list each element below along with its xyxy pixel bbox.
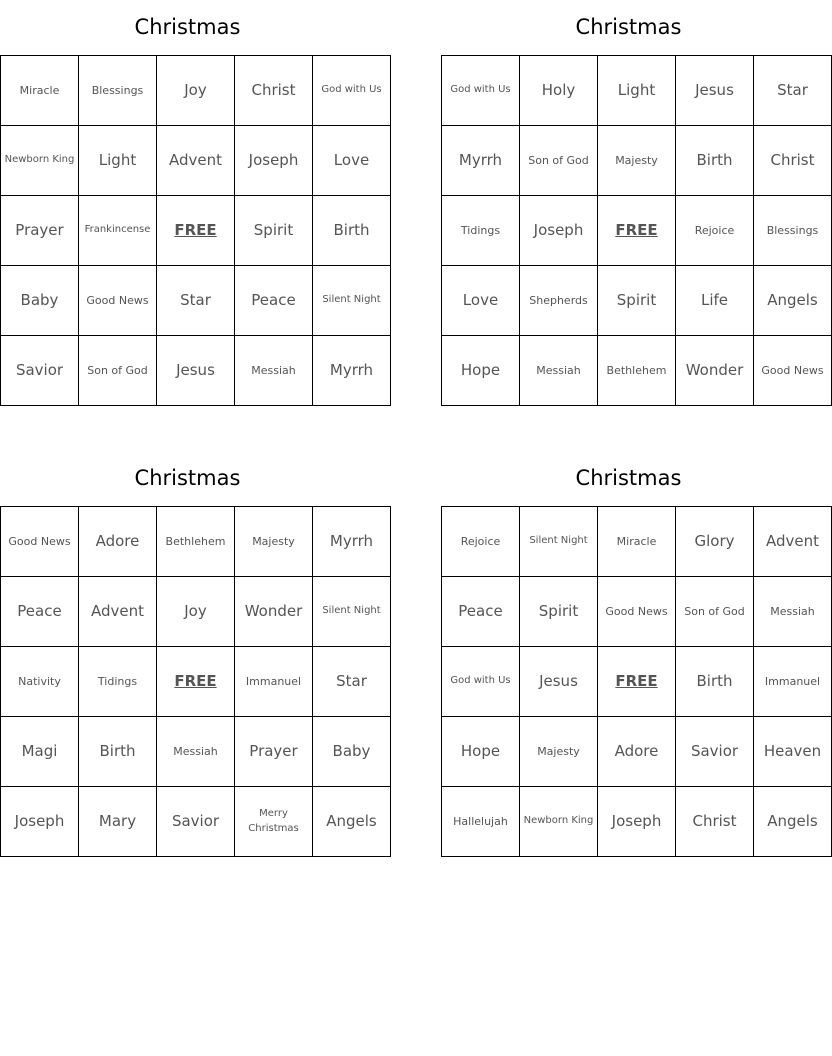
bingo-cell: Rejoice — [676, 196, 754, 266]
bingo-cell: Joseph — [598, 787, 676, 857]
bingo-cell: Savior — [676, 717, 754, 787]
bingo-cell: Messiah — [235, 336, 313, 406]
bingo-cell: Blessings — [754, 196, 832, 266]
bingo-row — [442, 577, 832, 647]
free-space: FREE — [157, 196, 235, 266]
bingo-cell: Birth — [676, 126, 754, 196]
bingo-cell: Myrrh — [313, 336, 391, 406]
bingo-cell: Myrrh — [313, 507, 391, 577]
bingo-cell: Star — [157, 266, 235, 336]
bingo-cell: Wonder — [235, 577, 313, 647]
bingo-cell: Majesty — [235, 507, 313, 577]
bingo-grid — [441, 506, 832, 857]
bingo-cell: Messiah — [157, 717, 235, 787]
bingo-row — [1, 266, 391, 336]
bingo-cell: Savior — [157, 787, 235, 857]
bingo-cell: Christ — [235, 56, 313, 126]
bingo-cell: Peace — [235, 266, 313, 336]
bingo-cell: Joseph — [1, 787, 79, 857]
bingo-cell: Messiah — [520, 336, 598, 406]
bingo-cell: Birth — [313, 196, 391, 266]
bingo-cell: Newborn King — [520, 787, 598, 857]
bingo-cell: Advent — [79, 577, 157, 647]
bingo-row — [442, 126, 832, 196]
bingo-cell: Magi — [1, 717, 79, 787]
free-space: FREE — [157, 647, 235, 717]
bingo-cell: Life — [676, 266, 754, 336]
bingo-cell: Baby — [313, 717, 391, 787]
bingo-cell: God with Us — [442, 647, 520, 717]
bingo-cell: Jesus — [157, 336, 235, 406]
bingo-cell: Bethlehem — [157, 507, 235, 577]
bingo-card-4 — [441, 451, 822, 857]
bingo-grid — [0, 55, 391, 406]
bingo-cell: Spirit — [598, 266, 676, 336]
bingo-cell: Peace — [1, 577, 79, 647]
bingo-cell: Majesty — [520, 717, 598, 787]
bingo-cell: Love — [313, 126, 391, 196]
bingo-cell: Joseph — [520, 196, 598, 266]
bingo-cell: Glory — [676, 507, 754, 577]
bingo-cell: Hallelujah — [442, 787, 520, 857]
bingo-card-2 — [441, 0, 824, 406]
bingo-cell: Messiah — [754, 577, 832, 647]
bingo-cell: Spirit — [520, 577, 598, 647]
bingo-cell: Miracle — [598, 507, 676, 577]
bingo-cell: Advent — [157, 126, 235, 196]
bingo-row — [1, 56, 391, 126]
bingo-cell: Newborn King — [1, 126, 79, 196]
bingo-cell: Son of God — [79, 336, 157, 406]
bingo-cell: Silent Night — [313, 577, 391, 647]
bingo-grid — [0, 506, 391, 857]
bingo-cell: Nativity — [1, 647, 79, 717]
bingo-cell: Prayer — [235, 717, 313, 787]
bingo-cell: Merry Christmas — [235, 787, 313, 857]
bingo-card-1 — [0, 0, 382, 406]
bingo-cell: Bethlehem — [598, 336, 676, 406]
bingo-row — [1, 336, 391, 406]
bingo-cell: Prayer — [1, 196, 79, 266]
bingo-cell: Savior — [1, 336, 79, 406]
bingo-cell: Spirit — [235, 196, 313, 266]
bingo-cell: Good News — [598, 577, 676, 647]
free-space: FREE — [598, 647, 676, 717]
bingo-cell: Frankincense — [79, 196, 157, 266]
bingo-cell: Shepherds — [520, 266, 598, 336]
bingo-cell: Immanuel — [754, 647, 832, 717]
bingo-grid — [441, 55, 832, 406]
card-title: Christmas — [575, 466, 682, 490]
bingo-cell: Good News — [79, 266, 157, 336]
bingo-cell: Hope — [442, 336, 520, 406]
bingo-cell: Majesty — [598, 126, 676, 196]
bingo-cell: Heaven — [754, 717, 832, 787]
free-space: FREE — [598, 196, 676, 266]
bingo-cell: Good News — [1, 507, 79, 577]
bingo-cell: Joy — [157, 577, 235, 647]
bingo-cell: Wonder — [676, 336, 754, 406]
bingo-card-3 — [0, 451, 381, 857]
bingo-row — [1, 717, 391, 787]
bingo-row — [1, 647, 391, 717]
bingo-cell: Good News — [754, 336, 832, 406]
bingo-row — [1, 507, 391, 577]
bingo-row — [442, 787, 832, 857]
bingo-cell: Miracle — [1, 56, 79, 126]
bingo-cell: Birth — [79, 717, 157, 787]
bingo-cell: Mary — [79, 787, 157, 857]
bingo-cell: Rejoice — [442, 507, 520, 577]
bingo-row — [442, 507, 832, 577]
bingo-cell: Light — [598, 56, 676, 126]
card-title: Christmas — [134, 15, 241, 39]
bingo-cell: Tidings — [79, 647, 157, 717]
bingo-cell: Adore — [79, 507, 157, 577]
bingo-cell: Christ — [754, 126, 832, 196]
bingo-cell: Myrrh — [442, 126, 520, 196]
bingo-cell: Angels — [754, 787, 832, 857]
bingo-cell: Jesus — [520, 647, 598, 717]
bingo-cell: Angels — [754, 266, 832, 336]
bingo-row — [1, 196, 391, 266]
bingo-cell: Advent — [754, 507, 832, 577]
bingo-row — [442, 336, 832, 406]
bingo-row — [442, 56, 832, 126]
card-title: Christmas — [575, 15, 682, 39]
bingo-row — [442, 266, 832, 336]
bingo-cell: Son of God — [676, 577, 754, 647]
bingo-cell: Silent Night — [520, 507, 598, 577]
bingo-cell: Joseph — [235, 126, 313, 196]
bingo-cell: Birth — [676, 647, 754, 717]
bingo-cell: God with Us — [442, 56, 520, 126]
bingo-cell: Peace — [442, 577, 520, 647]
bingo-cell: Angels — [313, 787, 391, 857]
bingo-cell: Jesus — [676, 56, 754, 126]
bingo-cell: Light — [79, 126, 157, 196]
bingo-cell: Immanuel — [235, 647, 313, 717]
card-title: Christmas — [134, 466, 241, 490]
bingo-cell: Star — [754, 56, 832, 126]
bingo-cell: Adore — [598, 717, 676, 787]
bingo-cell: Christ — [676, 787, 754, 857]
bingo-cell: Joy — [157, 56, 235, 126]
bingo-row — [442, 717, 832, 787]
bingo-cell: Star — [313, 647, 391, 717]
bingo-cell: Love — [442, 266, 520, 336]
bingo-cell: Holy — [520, 56, 598, 126]
bingo-cell: Tidings — [442, 196, 520, 266]
bingo-row — [442, 196, 832, 266]
bingo-row — [1, 577, 391, 647]
bingo-cell: Son of God — [520, 126, 598, 196]
bingo-cell: God with Us — [313, 56, 391, 126]
bingo-row — [1, 787, 391, 857]
bingo-row — [1, 126, 391, 196]
bingo-row — [442, 647, 832, 717]
bingo-cell: Baby — [1, 266, 79, 336]
bingo-cell: Silent Night — [313, 266, 391, 336]
bingo-cell: Blessings — [79, 56, 157, 126]
bingo-cell: Hope — [442, 717, 520, 787]
